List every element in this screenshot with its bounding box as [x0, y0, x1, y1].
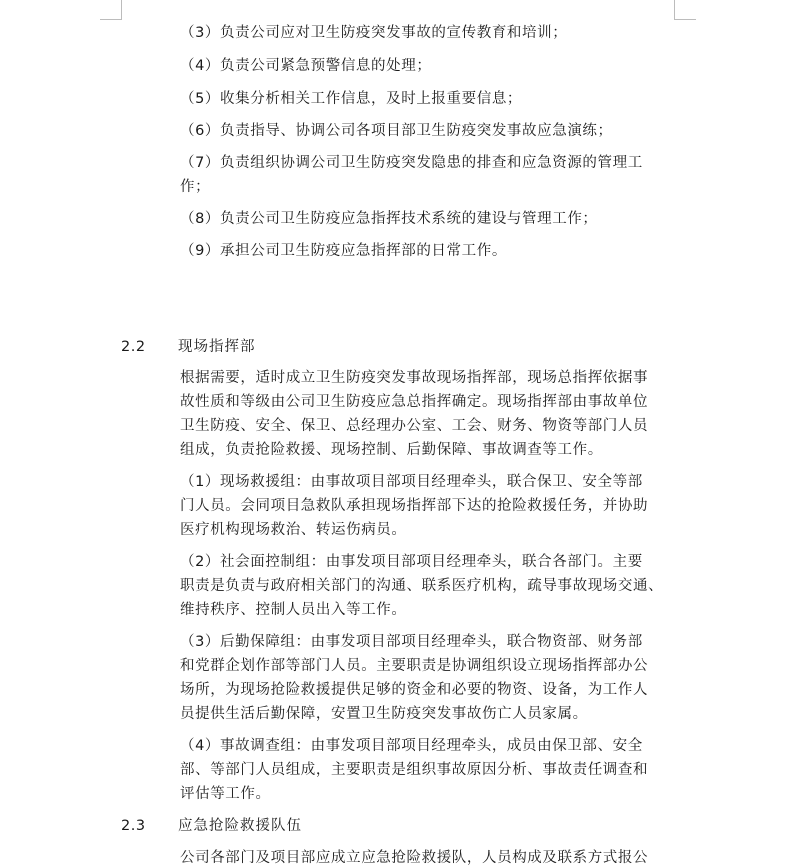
paragraph-line: （1）现场救援组：由事故项目部项目经理牵头，联合保卫、安全等部	[180, 474, 643, 490]
list-item-continuation: 作；	[180, 179, 211, 195]
section-title: 应急抢险救援队伍	[178, 818, 302, 834]
paragraph-line: 根据需要，适时成立卫生防疫突发事故现场指挥部，现场总指挥依据事	[180, 370, 649, 386]
section-heading-2-2	[121, 338, 256, 356]
section-number: 2.2	[121, 339, 146, 355]
paragraph-line: 职责是负责与政府相关部门的沟通、联系医疗机构，疏导事故现场交通、	[180, 578, 664, 594]
list-item: （8）负责公司卫生防疫应急指挥技术系统的建设与管理工作；	[180, 211, 598, 227]
paragraph-line: 组成，负责抢险救援、现场控制、后勤保障、事故调查等工作。	[180, 442, 603, 458]
section-title: 现场指挥部	[178, 339, 256, 355]
paragraph-line: 场所，为现场抢险救援提供足够的资金和必要的物资、设备，为工作人	[180, 682, 649, 698]
list-item: （6）负责指导、协调公司各项目部卫生防疫突发事故应急演练；	[180, 123, 613, 139]
paragraph-line: （2）社会面控制组：由事发项目部项目经理牵头，联合各部门。主要	[180, 554, 643, 570]
crop-mark-top-right	[674, 19, 696, 20]
list-item: （9）承担公司卫生防疫应急指挥部的日常工作。	[180, 243, 507, 259]
crop-mark-top-left	[100, 19, 122, 20]
crop-mark-top-left	[121, 0, 122, 19]
paragraph-line: （4）事故调查组：由事发项目部项目经理牵头，成员由保卫部、安全	[180, 738, 643, 754]
paragraph-line: 和党群企划作部等部门人员。主要职责是协调组织设立现场指挥部办公	[180, 658, 649, 674]
paragraph-line: 维持秩序、控制人员出入等工作。	[180, 602, 407, 618]
paragraph-line: 卫生防疫、安全、保卫、总经理办公室、工会、财务、物资等部门人员	[180, 418, 649, 434]
paragraph-line: 公司各部门及项目部应成立应急抢险救援队，人员构成及联系方式报公	[180, 850, 649, 866]
crop-mark-top-right	[674, 0, 675, 19]
paragraph-line: 员提供生活后勤保障，安置卫生防疫突发事故伤亡人员家属。	[180, 706, 588, 722]
list-item: （4）负责公司紧急预警信息的处理；	[180, 58, 432, 74]
paragraph-line: 部、等部门人员组成，主要职责是组织事故原因分析、事故责任调查和	[180, 762, 649, 778]
list-item: （5）收集分析相关工作信息，及时上报重要信息；	[180, 91, 523, 107]
paragraph-line: 门人员。会同项目急救队承担现场指挥部下达的抢险救援任务，并协助	[180, 498, 649, 514]
section-heading-2-3	[121, 817, 302, 835]
list-item: （3）负责公司应对卫生防疫突发事故的宣传教育和培训；	[180, 25, 568, 41]
list-item: （7）负责组织协调公司卫生防疫突发隐患的排查和应急资源的管理工	[180, 155, 643, 171]
paragraph-line: 医疗机构现场救治、转运伤病员。	[180, 522, 407, 538]
paragraph-line: 故性质和等级由公司卫生防疫应急总指挥确定。现场指挥部由事故单位	[180, 394, 649, 410]
paragraph-line: 评估等工作。	[180, 786, 271, 802]
paragraph-line: （3）后勤保障组：由事发项目部项目经理牵头，联合物资部、财务部	[180, 634, 643, 650]
section-number: 2.3	[121, 818, 146, 834]
